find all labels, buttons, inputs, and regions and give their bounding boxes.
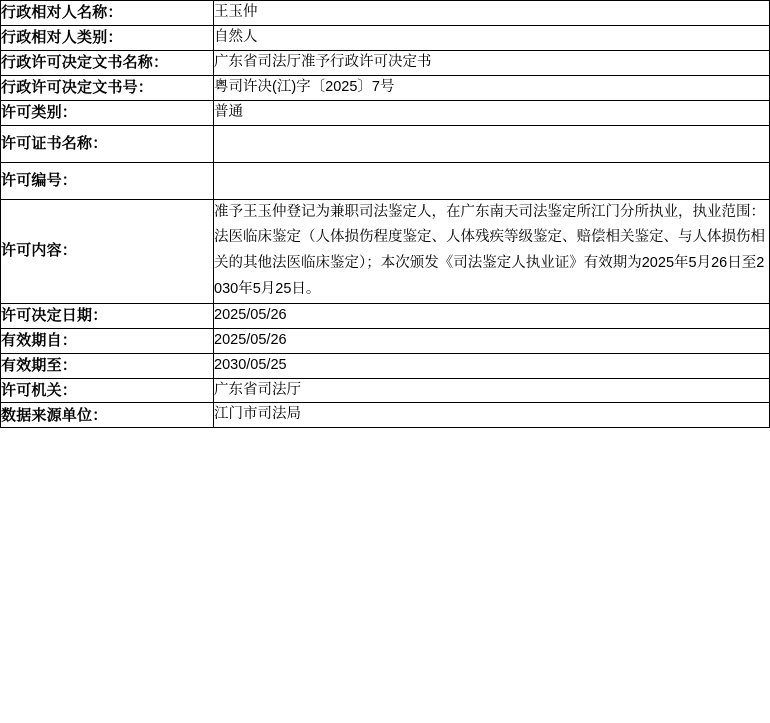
row-label-valid-from: 有效期自： (1, 328, 214, 353)
row-label-name: 行政相对人名称： (1, 1, 214, 26)
row-value-document-number: 粤司许决(江)字〔2025〕7号 (214, 75, 770, 100)
table-row (1, 303, 770, 328)
row-value-name: 王玉仲 (214, 1, 770, 26)
table-row (1, 328, 770, 353)
row-label-data-source: 数据来源单位： (1, 403, 214, 428)
row-value-certificate-name (214, 125, 770, 162)
table-row (1, 403, 770, 428)
row-label-valid-to: 有效期至： (1, 353, 214, 378)
row-value-decision-date: 2025/05/26 (214, 303, 770, 328)
row-value-category: 自然人 (214, 25, 770, 50)
table-row (1, 75, 770, 100)
row-value-license-type: 普通 (214, 100, 770, 125)
row-value-license-number (214, 162, 770, 199)
row-value-authority: 广东省司法厅 (214, 378, 770, 403)
row-label-license-type: 许可类别： (1, 100, 214, 125)
row-value-valid-from: 2025/05/26 (214, 328, 770, 353)
table-row (1, 199, 770, 303)
table-row (1, 1, 770, 26)
row-value-document-name: 广东省司法厅准予行政许可决定书 (214, 50, 770, 75)
row-label-authority: 许可机关： (1, 378, 214, 403)
row-label-document-name: 行政许可决定文书名称： (1, 50, 214, 75)
row-label-certificate-name: 许可证书名称： (1, 125, 214, 162)
table-row (1, 100, 770, 125)
table-row (1, 125, 770, 162)
row-value-license-content: 准予王玉仲登记为兼职司法鉴定人，在广东南天司法鉴定所江门分所执业，执业范围：法医临床鉴定（人体损伤程度鉴定、人体残疾等级鉴定、赔偿相关鉴定、与人体损伤相关的其他法医临床鉴定）；本次颁发《司法鉴定人执业证》有效期为2025年5月26日至2030年5月25日。 (214, 199, 770, 303)
table-row (1, 50, 770, 75)
row-label-decision-date: 许可决定日期： (1, 303, 214, 328)
row-label-license-content: 许可内容： (1, 199, 214, 303)
table-row (1, 162, 770, 199)
row-label-category: 行政相对人类别： (1, 25, 214, 50)
row-value-data-source: 江门市司法局 (214, 403, 770, 428)
row-value-valid-to: 2030/05/25 (214, 353, 770, 378)
table-row (1, 25, 770, 50)
row-label-document-number: 行政许可决定文书号： (1, 75, 214, 100)
table-row (1, 378, 770, 403)
row-label-license-number: 许可编号： (1, 162, 214, 199)
table-row (1, 353, 770, 378)
